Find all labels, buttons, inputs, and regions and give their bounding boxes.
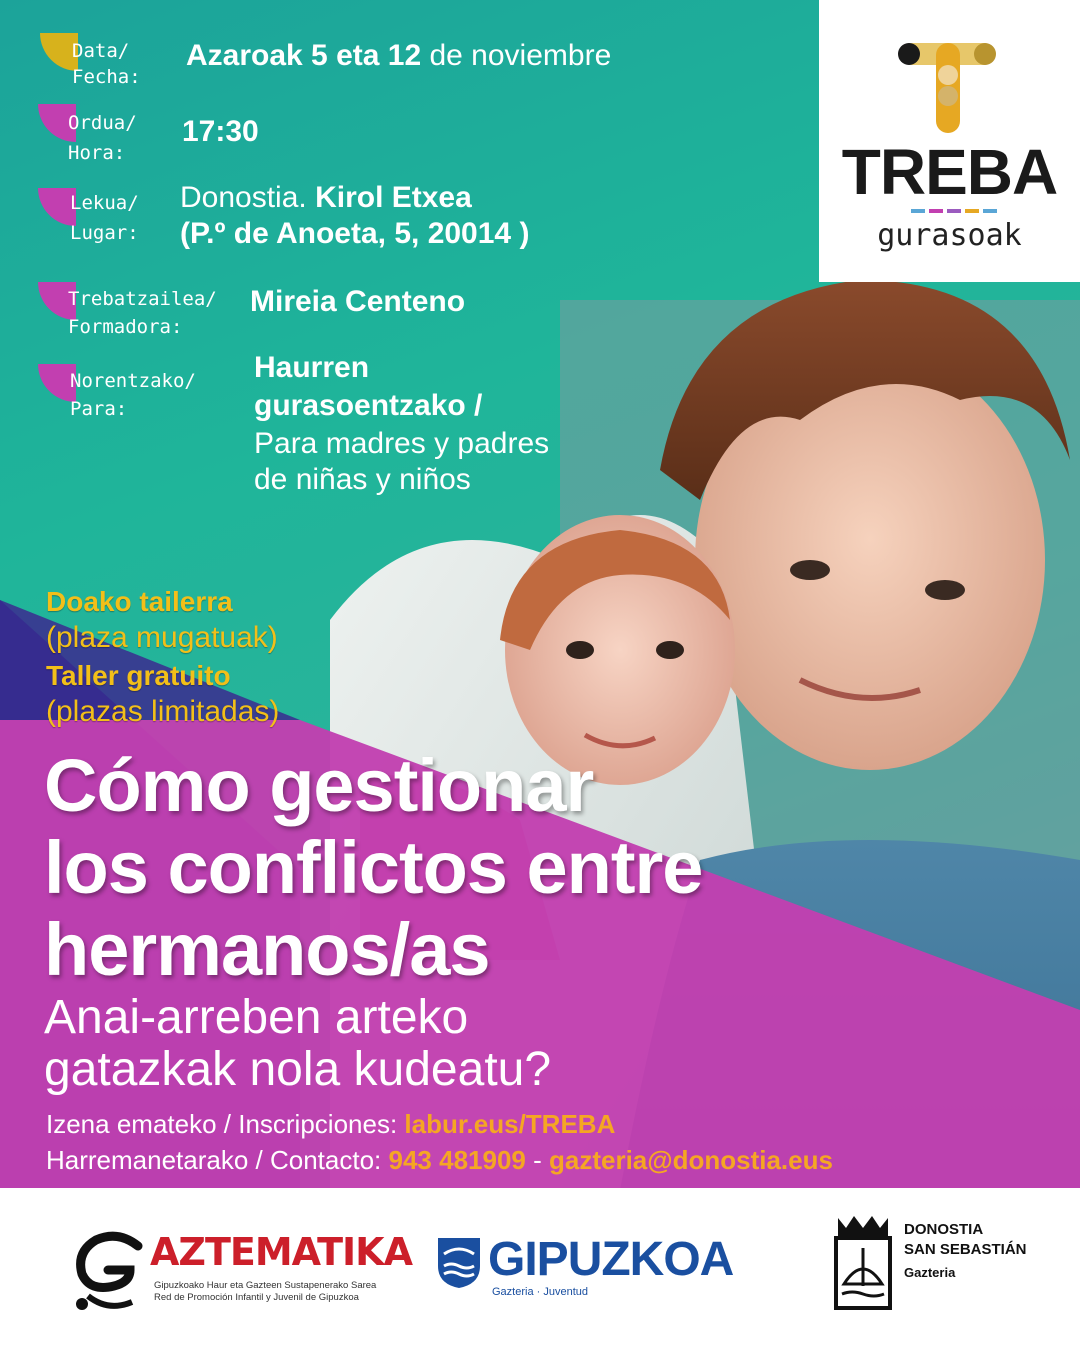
- limited-places-es: (plazas limitadas): [46, 695, 280, 728]
- gipuzkoa-subtitle: Gazteria · Juventud: [492, 1286, 588, 1298]
- audience-label-es: Para:: [70, 398, 128, 420]
- gipuzkoa-wordmark: GIPUZKOA: [488, 1233, 734, 1286]
- treba-color-bar: [819, 208, 1080, 216]
- time-value: 17:30: [182, 115, 259, 148]
- audience-eu-line1: Haurren: [254, 351, 370, 384]
- donostia-logo: [832, 1214, 1052, 1314]
- gipuzkoa-shield-icon: [436, 1236, 482, 1290]
- free-workshop-eu: Doako tailerra: [46, 586, 233, 617]
- place-city: Donostia.: [180, 181, 316, 214]
- contact-email[interactable]: gazteria@donostia.eus: [548, 1145, 833, 1175]
- trainer-label-eu: Trebatzailea/: [68, 288, 217, 310]
- date-value-rest: de noviembre: [421, 39, 612, 72]
- contact-phone[interactable]: 943 481909: [388, 1145, 526, 1175]
- audience-es-line1: Para madres y padres: [254, 427, 550, 460]
- gipuzkoa-logo: [436, 1234, 776, 1304]
- audience-label-eu: Norentzako/: [70, 370, 196, 392]
- place-address: (P.º de Anoeta, 5, 20014 ): [180, 217, 530, 250]
- date-value: [186, 38, 611, 74]
- title-line1: Cómo gestionar: [44, 744, 594, 827]
- date-value-bold: Azaroak 5 eta 12: [186, 39, 422, 72]
- title-line3: hermanos/as: [44, 908, 490, 991]
- place-value-line1: [180, 180, 472, 216]
- free-workshop-es: Taller gratuito: [46, 660, 231, 691]
- treba-wordmark: TREBA: [841, 136, 1058, 208]
- gaztematika-logo: [68, 1226, 413, 1316]
- gaztematika-line1: Gipuzkoako Haur eta Gazteen Sustapenerako Sarea: [154, 1280, 377, 1291]
- audience-eu-line2: gurasoentzako /: [254, 389, 483, 422]
- footer-sponsors: [0, 1188, 1080, 1350]
- title-line2: los conflictos entre: [44, 826, 703, 909]
- donostia-line2: SAN SEBASTIÁN: [904, 1241, 1027, 1258]
- subtitle-line2: gatazkak nola kudeatu?: [44, 1043, 552, 1096]
- place-label-eu: Lekua/: [70, 192, 139, 214]
- trainer-value: Mireia Centeno: [250, 285, 466, 318]
- donostia-line1: DONOSTIA: [904, 1221, 984, 1238]
- donostia-line3: Gazteria: [904, 1265, 956, 1280]
- contact-separator: -: [525, 1145, 549, 1175]
- registration-label: Izena emateko / Inscripciones:: [46, 1109, 405, 1139]
- gaztematika-g-icon: [68, 1226, 158, 1316]
- gaztematika-line2: Red de Promoción Infantil y Juvenil de Gipuzkoa: [154, 1292, 359, 1303]
- contact-label: Harremanetarako / Contacto:: [46, 1145, 389, 1175]
- treba-t-icon: [819, 0, 1080, 140]
- subtitle-line1: Anai-arreben arteko: [44, 991, 469, 1044]
- place-venue: Kirol Etxea: [315, 181, 472, 214]
- time-label-es: Hora:: [68, 142, 126, 164]
- date-label-eu: Data/: [72, 40, 130, 62]
- gaztematika-wordmark: AZTEMATIKA: [150, 1230, 413, 1274]
- limited-places-eu: (plaza mugatuak): [46, 621, 278, 654]
- donostia-shield-icon: [832, 1214, 894, 1310]
- registration-line: [46, 1108, 615, 1140]
- date-label-es: Fecha:: [72, 66, 141, 88]
- audience-es-line2: de niñas y niños: [254, 463, 471, 496]
- treba-tagline: gurasoak: [877, 218, 1022, 253]
- contact-line: [46, 1144, 833, 1176]
- time-label-eu: Ordua/: [68, 112, 137, 134]
- registration-link[interactable]: labur.eus/TREBA: [404, 1109, 616, 1139]
- place-label-es: Lugar:: [70, 222, 139, 244]
- trainer-label-es: Formadora:: [68, 316, 183, 338]
- treba-logo: [819, 0, 1080, 282]
